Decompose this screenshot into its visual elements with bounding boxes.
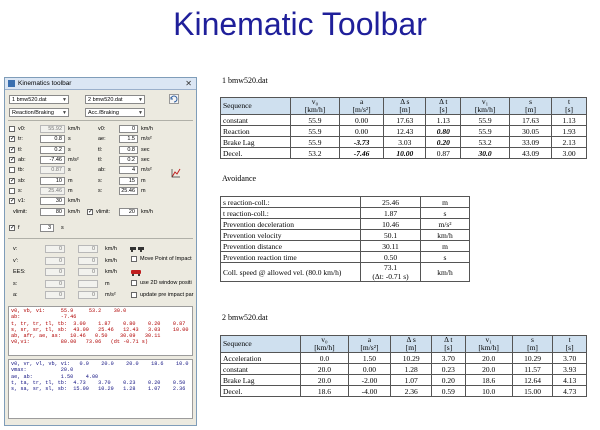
cell-value: 20.0: [465, 364, 512, 375]
header-unit: [m/s²]: [352, 105, 371, 114]
section1-heading: 1 bmw520.dat: [222, 76, 268, 85]
cell-value: 30.0: [461, 148, 510, 159]
header-name: s: [531, 335, 534, 344]
row-label: ab:: [98, 167, 106, 174]
move-point-label: Move Point of Impact: [140, 256, 192, 262]
chevron-down-icon: ▼: [62, 97, 67, 103]
lower-input-1[interactable]: 0: [45, 268, 65, 276]
column-header: [461, 98, 510, 115]
table-row: [221, 230, 470, 241]
header-name: Δ t: [444, 335, 453, 344]
lower-label: v:: [13, 246, 18, 252]
cell-value: 1.07: [391, 375, 432, 386]
cell-value: 0.00: [348, 364, 391, 375]
cell-value: 10.0: [465, 386, 512, 397]
lower-input-2[interactable]: 0: [78, 291, 98, 299]
cell-value: 53.2: [461, 137, 510, 148]
chart-button[interactable]: [171, 168, 181, 178]
row-unit: m: [68, 187, 73, 194]
f-checkbox[interactable]: ✓: [10, 225, 16, 231]
file2-value: 2 bmw520.dat: [88, 97, 123, 103]
row-checkbox[interactable]: [9, 167, 15, 173]
cell-value: 20.0: [465, 353, 512, 364]
lower-unit: m/s²: [105, 292, 116, 298]
kinematics-toolbar-window: [4, 77, 197, 426]
lower-label: s:: [13, 280, 18, 287]
row-checkbox[interactable]: [9, 188, 15, 194]
row-label: v0:: [18, 126, 26, 132]
table-row: [221, 252, 470, 263]
row-input[interactable]: 15: [119, 177, 138, 185]
row-unit: s: [68, 136, 71, 143]
avoidance-label: Prevention deceleration: [221, 219, 361, 230]
cell-value: 3.70: [553, 353, 587, 364]
avoidance-unit: m: [421, 197, 470, 208]
column-header: [553, 336, 587, 353]
row-label: v0:: [98, 126, 106, 132]
cell-value: 43.09: [510, 148, 552, 159]
f-input[interactable]: 3: [40, 224, 54, 232]
header-unit: [s]: [565, 343, 574, 352]
row-label: s:: [98, 177, 103, 184]
table-row: [221, 148, 587, 159]
section2-heading: 2 bmw520.dat: [222, 313, 268, 322]
avoidance-unit: km/h: [421, 230, 470, 241]
cell-value: 53.2: [291, 148, 340, 159]
lower-label: v':: [13, 257, 19, 264]
header-unit: [m]: [527, 343, 538, 352]
header-unit: [s]: [444, 343, 453, 352]
use-2d-checkbox[interactable]: [131, 280, 137, 286]
cell-value: 0.00: [339, 126, 383, 137]
table-row: [221, 241, 470, 252]
lower-unit: km/h: [105, 246, 117, 252]
column-header: [291, 98, 340, 115]
avoidance-heading: Avoidance: [222, 174, 257, 183]
coll-speed-delta: (Δt: -0.71 s): [372, 272, 409, 281]
table-row: [221, 126, 587, 137]
row-label: ae:: [98, 136, 106, 143]
header-unit: [m/s²]: [360, 343, 379, 352]
column-header: [431, 336, 465, 353]
cell-value: -3.73: [339, 137, 383, 148]
avoidance-value: 0.50: [361, 252, 421, 263]
row-sequence: Brake Lag: [221, 375, 301, 386]
lower-unit: km/h: [105, 269, 117, 275]
cell-value: 0.00: [339, 115, 383, 126]
cell-value: 55.9: [461, 126, 510, 137]
row-label: tl:: [98, 156, 103, 163]
header-name: Sequence: [223, 339, 252, 348]
table-header-row: [221, 98, 587, 115]
mode1-value: Reaction/Braking: [12, 110, 54, 116]
lower-unit: m: [105, 280, 110, 287]
page-title: Kinematic Toolbar: [173, 6, 427, 42]
row-input[interactable]: 0.8: [40, 135, 65, 143]
cell-value: 17.63: [510, 115, 552, 126]
row-label: ab:: [18, 156, 26, 163]
cell-value: 0.80: [426, 126, 461, 137]
coll-speed-value-cell: [361, 263, 421, 282]
row-input[interactable]: 1.5: [119, 135, 138, 143]
car-collision-button[interactable]: [130, 244, 140, 254]
column-header: [552, 98, 587, 115]
table-row: [221, 208, 470, 219]
lower-input-2[interactable]: 0: [78, 245, 98, 253]
avoidance-value: 1.87: [361, 208, 421, 219]
toolbar-titlebar[interactable]: [5, 78, 196, 90]
row-input[interactable]: 4: [119, 166, 138, 174]
use-2d-label: use 2D window positi: [140, 280, 192, 286]
row-sequence: Reaction: [221, 126, 291, 137]
table-row: [221, 137, 587, 148]
mode2-select[interactable]: [85, 108, 145, 117]
header-unit: [km/h]: [304, 105, 326, 114]
row-unit: sec: [141, 156, 150, 163]
cell-value: 0.87: [426, 148, 461, 159]
row-input[interactable]: 0.2: [119, 156, 138, 164]
table-row: [221, 375, 587, 386]
header-name: v₀: [321, 335, 328, 344]
header-unit: [m]: [399, 105, 411, 114]
cell-value: 1.13: [552, 115, 587, 126]
row-unit: s: [68, 167, 71, 174]
chevron-down-icon: ▼: [62, 110, 67, 116]
row-sequence: constant: [221, 115, 291, 126]
header-unit: [s]: [565, 105, 573, 114]
header-name: v₁: [485, 335, 492, 344]
row-unit: m: [141, 177, 146, 184]
row-checkbox[interactable]: ✓: [10, 136, 16, 143]
cell-value: 17.63: [384, 115, 426, 126]
column-header: [301, 336, 348, 353]
cell-value: 10.29: [512, 353, 553, 364]
avoidance-unit: m: [421, 241, 470, 252]
car-collision-icon: [130, 244, 144, 252]
avoidance-unit: s: [421, 252, 470, 263]
row-unit: m/s²: [141, 167, 152, 174]
header-unit: [km/h]: [474, 105, 496, 114]
row-unit: m/s²: [68, 156, 79, 163]
vlimit-unit: km/h: [68, 209, 80, 215]
cell-value: 20.0: [301, 375, 348, 386]
row-unit: m/s²: [141, 136, 152, 143]
vlimit-label: vlimit:: [13, 209, 28, 215]
row-input[interactable]: 10: [40, 177, 65, 185]
row-unit: km/h: [141, 126, 153, 132]
cell-value: 10.00: [384, 148, 426, 159]
car-red-button[interactable]: [130, 268, 140, 278]
section2-table: [220, 335, 587, 397]
cell-value: 55.9: [291, 137, 340, 148]
cell-value: 4.13: [553, 375, 587, 386]
cell-value: 20.0: [301, 364, 348, 375]
update-impact-checkbox[interactable]: [131, 292, 137, 298]
cell-value: 18.6: [301, 386, 348, 397]
f-label: f: [18, 225, 20, 231]
avoidance-value: 25.46: [361, 197, 421, 208]
row-sequence: Decel.: [221, 148, 291, 159]
app-icon: [8, 80, 15, 87]
header-name: a: [367, 335, 372, 344]
column-header: [348, 336, 391, 353]
cell-value: 0.20: [426, 137, 461, 148]
row-unit: m: [68, 177, 73, 184]
coll-speed-label: Coll. speed @ allowed vel. (80.0 km/h): [221, 263, 361, 282]
lower-input-2[interactable]: [78, 280, 98, 288]
header-unit: [m]: [525, 105, 536, 114]
row-label: tb:: [18, 167, 25, 174]
avoidance-label: Prevention distance: [221, 241, 361, 252]
file1-select[interactable]: [9, 95, 69, 104]
row-input[interactable]: 0.8: [119, 146, 138, 154]
column-header: [384, 98, 426, 115]
row-sequence: Brake Lag: [221, 137, 291, 148]
lower-input-2[interactable]: 0: [78, 257, 98, 265]
lower-input-1[interactable]: 0: [45, 280, 65, 288]
vlimit2-input[interactable]: 20: [119, 208, 138, 216]
refresh-icon: [170, 95, 178, 103]
column-header: [465, 336, 512, 353]
car-red-icon: [130, 268, 142, 276]
row-input: 55.92: [40, 125, 65, 133]
header-name: Δ s: [400, 97, 410, 106]
row-input[interactable]: -7.46: [40, 156, 65, 164]
cell-value: 0.23: [431, 364, 465, 375]
column-header: [510, 98, 552, 115]
toolbar-title: Kinematics toolbar: [18, 80, 72, 87]
cell-value: 18.6: [465, 375, 512, 386]
chevron-down-icon: ▼: [138, 110, 143, 116]
header-name: a: [359, 97, 364, 106]
cell-value: 1.50: [348, 353, 391, 364]
row-label: tr:: [18, 136, 23, 143]
avoidance-label: Prevention velocity: [221, 230, 361, 241]
mode1-select[interactable]: [9, 108, 69, 117]
vlimit2-unit: km/h: [141, 209, 153, 215]
cell-value: 55.9: [291, 126, 340, 137]
lower-input-2[interactable]: 0: [78, 268, 98, 276]
table-header-row: [221, 336, 587, 353]
results-note-1: v0, vb, v1: 55.9 53.2 30.0 ab: -7.46 t, tr, tr, tl, tb: 3.00 1.87 0.80 0.20 0.87 s, sr, sr, tl, sb: 43.09 25.46 12.43 3.03 10.00 ab, afr, ae, as: 10.46 0.50 30.09 30.11 v0,v1: 80.00 73.06 (dt -0.71 s): [8, 306, 193, 356]
row-input[interactable]: 30: [40, 197, 65, 205]
cell-value: 15.00: [512, 386, 553, 397]
table-row: [221, 263, 470, 282]
row-input[interactable]: 0.2: [40, 146, 65, 154]
row-unit: s: [68, 146, 71, 153]
divider: [8, 238, 193, 239]
header-name: t: [568, 335, 571, 344]
cell-value: -4.00: [348, 386, 391, 397]
row-checkbox[interactable]: ✓: [10, 198, 16, 205]
cell-value: 4.73: [553, 386, 587, 397]
cell-value: 0.20: [431, 375, 465, 386]
avoidance-value: 10.46: [361, 219, 421, 230]
file2-select[interactable]: [85, 95, 145, 104]
row-label: s:: [98, 187, 103, 194]
table-row: [221, 353, 587, 364]
header-name: s: [529, 97, 533, 106]
column-header: [221, 98, 291, 115]
cell-value: 1.13: [426, 115, 461, 126]
row-unit: m: [141, 187, 146, 194]
cell-value: -2.00: [348, 375, 391, 386]
cell-value: -7.46: [339, 148, 383, 159]
table-row: [221, 219, 470, 230]
row-unit: km/h: [68, 198, 80, 205]
cell-value: 2.36: [391, 386, 432, 397]
avoidance-label: t reaction-coll.:: [221, 208, 361, 219]
avoidance-value: 50.1: [361, 230, 421, 241]
table-row: [221, 364, 587, 375]
row-sequence: Acceleration: [221, 353, 301, 364]
header-unit: [s]: [439, 105, 448, 114]
chevron-down-icon: ▼: [138, 97, 143, 103]
cell-value: 10.29: [391, 353, 432, 364]
avoidance-table: [220, 196, 470, 282]
file1-value: 1 bmw520.dat: [12, 97, 47, 103]
row-checkbox[interactable]: [9, 126, 15, 132]
divider: [8, 120, 193, 121]
row-input: 0.87: [40, 166, 65, 174]
mode2-value: Acc./Braking: [88, 110, 119, 116]
cell-value: 1.28: [391, 364, 432, 375]
cell-value: 33.09: [510, 137, 552, 148]
cell-value: 12.64: [512, 375, 553, 386]
coll-speed-value: 73.1: [383, 263, 398, 272]
header-unit: [km/h]: [478, 343, 499, 352]
move-point-checkbox[interactable]: [131, 256, 137, 262]
row-label: sb:: [18, 177, 26, 184]
vlimit-input[interactable]: 80: [40, 208, 65, 216]
row-checkbox[interactable]: ✓: [10, 156, 16, 163]
cell-value: 0.59: [431, 386, 465, 397]
header-name: t: [568, 97, 571, 106]
header-name: v₀: [311, 97, 319, 106]
row-unit: sec: [141, 146, 150, 153]
row-input[interactable]: 25.46: [119, 187, 138, 195]
table-row: [221, 197, 470, 208]
row-input: 25.46: [40, 187, 65, 195]
avoidance-value: 30.11: [361, 241, 421, 252]
lower-input-1[interactable]: 0: [45, 291, 65, 299]
avoidance-label: s reaction-coll.:: [221, 197, 361, 208]
table-row: [221, 386, 587, 397]
update-impact-label: update pre impact par: [140, 292, 194, 298]
lower-input-1[interactable]: 0: [45, 245, 65, 253]
header-name: v₁: [481, 97, 489, 106]
column-header: [512, 336, 553, 353]
header-name: Δ t: [439, 97, 448, 106]
cell-value: 1.93: [552, 126, 587, 137]
avoidance-unit: s: [421, 208, 470, 219]
cell-value: 11.57: [512, 364, 553, 375]
header-unit: [m]: [405, 343, 417, 352]
row-label: s:: [18, 187, 23, 194]
cell-value: 30.05: [510, 126, 552, 137]
row-label: v1:: [18, 198, 26, 205]
row-checkbox[interactable]: ✓: [10, 177, 16, 184]
column-header: [221, 336, 301, 353]
row-unit: km/h: [68, 126, 80, 132]
close-icon[interactable]: ✕: [185, 79, 192, 88]
row-sequence: Decel.: [221, 386, 301, 397]
header-unit: [km/h]: [314, 343, 335, 352]
section1-table: [220, 97, 587, 159]
header-name: Δ s: [406, 335, 416, 344]
coll-speed-unit: km/h: [421, 263, 470, 282]
row-label: tl:: [18, 146, 23, 153]
refresh-button[interactable]: [169, 94, 179, 104]
lower-unit: km/h: [105, 257, 117, 264]
vlimit2-checkbox[interactable]: ✓: [88, 209, 94, 215]
column-header: [339, 98, 383, 115]
row-input[interactable]: 0: [119, 125, 138, 133]
lower-label: a:: [13, 292, 18, 298]
cell-value: 0.0: [301, 353, 348, 364]
row-checkbox[interactable]: ✓: [10, 146, 16, 153]
column-header: [391, 336, 432, 353]
avoidance-unit: m/s²: [421, 219, 470, 230]
header-name: Sequence: [223, 101, 252, 110]
cell-value: 55.9: [291, 115, 340, 126]
table-row: [221, 115, 587, 126]
f-unit: s: [61, 225, 64, 231]
vlimit2-label: vlimit:: [96, 209, 111, 215]
row-sequence: constant: [221, 364, 301, 375]
cell-value: 3.03: [384, 137, 426, 148]
cell-value: 3.93: [553, 364, 587, 375]
row-label: tl:: [98, 146, 103, 153]
chart-icon: [171, 168, 181, 178]
lower-label: EES:: [13, 269, 26, 275]
cell-value: 3.00: [552, 148, 587, 159]
cell-value: 55.9: [461, 115, 510, 126]
cell-value: 3.70: [431, 353, 465, 364]
avoidance-label: Prevention reaction time: [221, 252, 361, 263]
results-note-2: v0, vr, vl, vb, v1: 0.0 20.0 20.0 18.6 10.0 vmax: 20.0 ae, ab: 1.50 4.00 t, ta, tr, tl, tb: 4.73 3.70 0.23 0.20 0.50 s, sa, sr, sl, sb: 15.00 10.29 1.28 1.07 2.36: [8, 359, 193, 419]
cell-value: 2.13: [552, 137, 587, 148]
cell-value: 12.43: [384, 126, 426, 137]
lower-input-1[interactable]: 0: [45, 257, 65, 265]
column-header: [426, 98, 461, 115]
